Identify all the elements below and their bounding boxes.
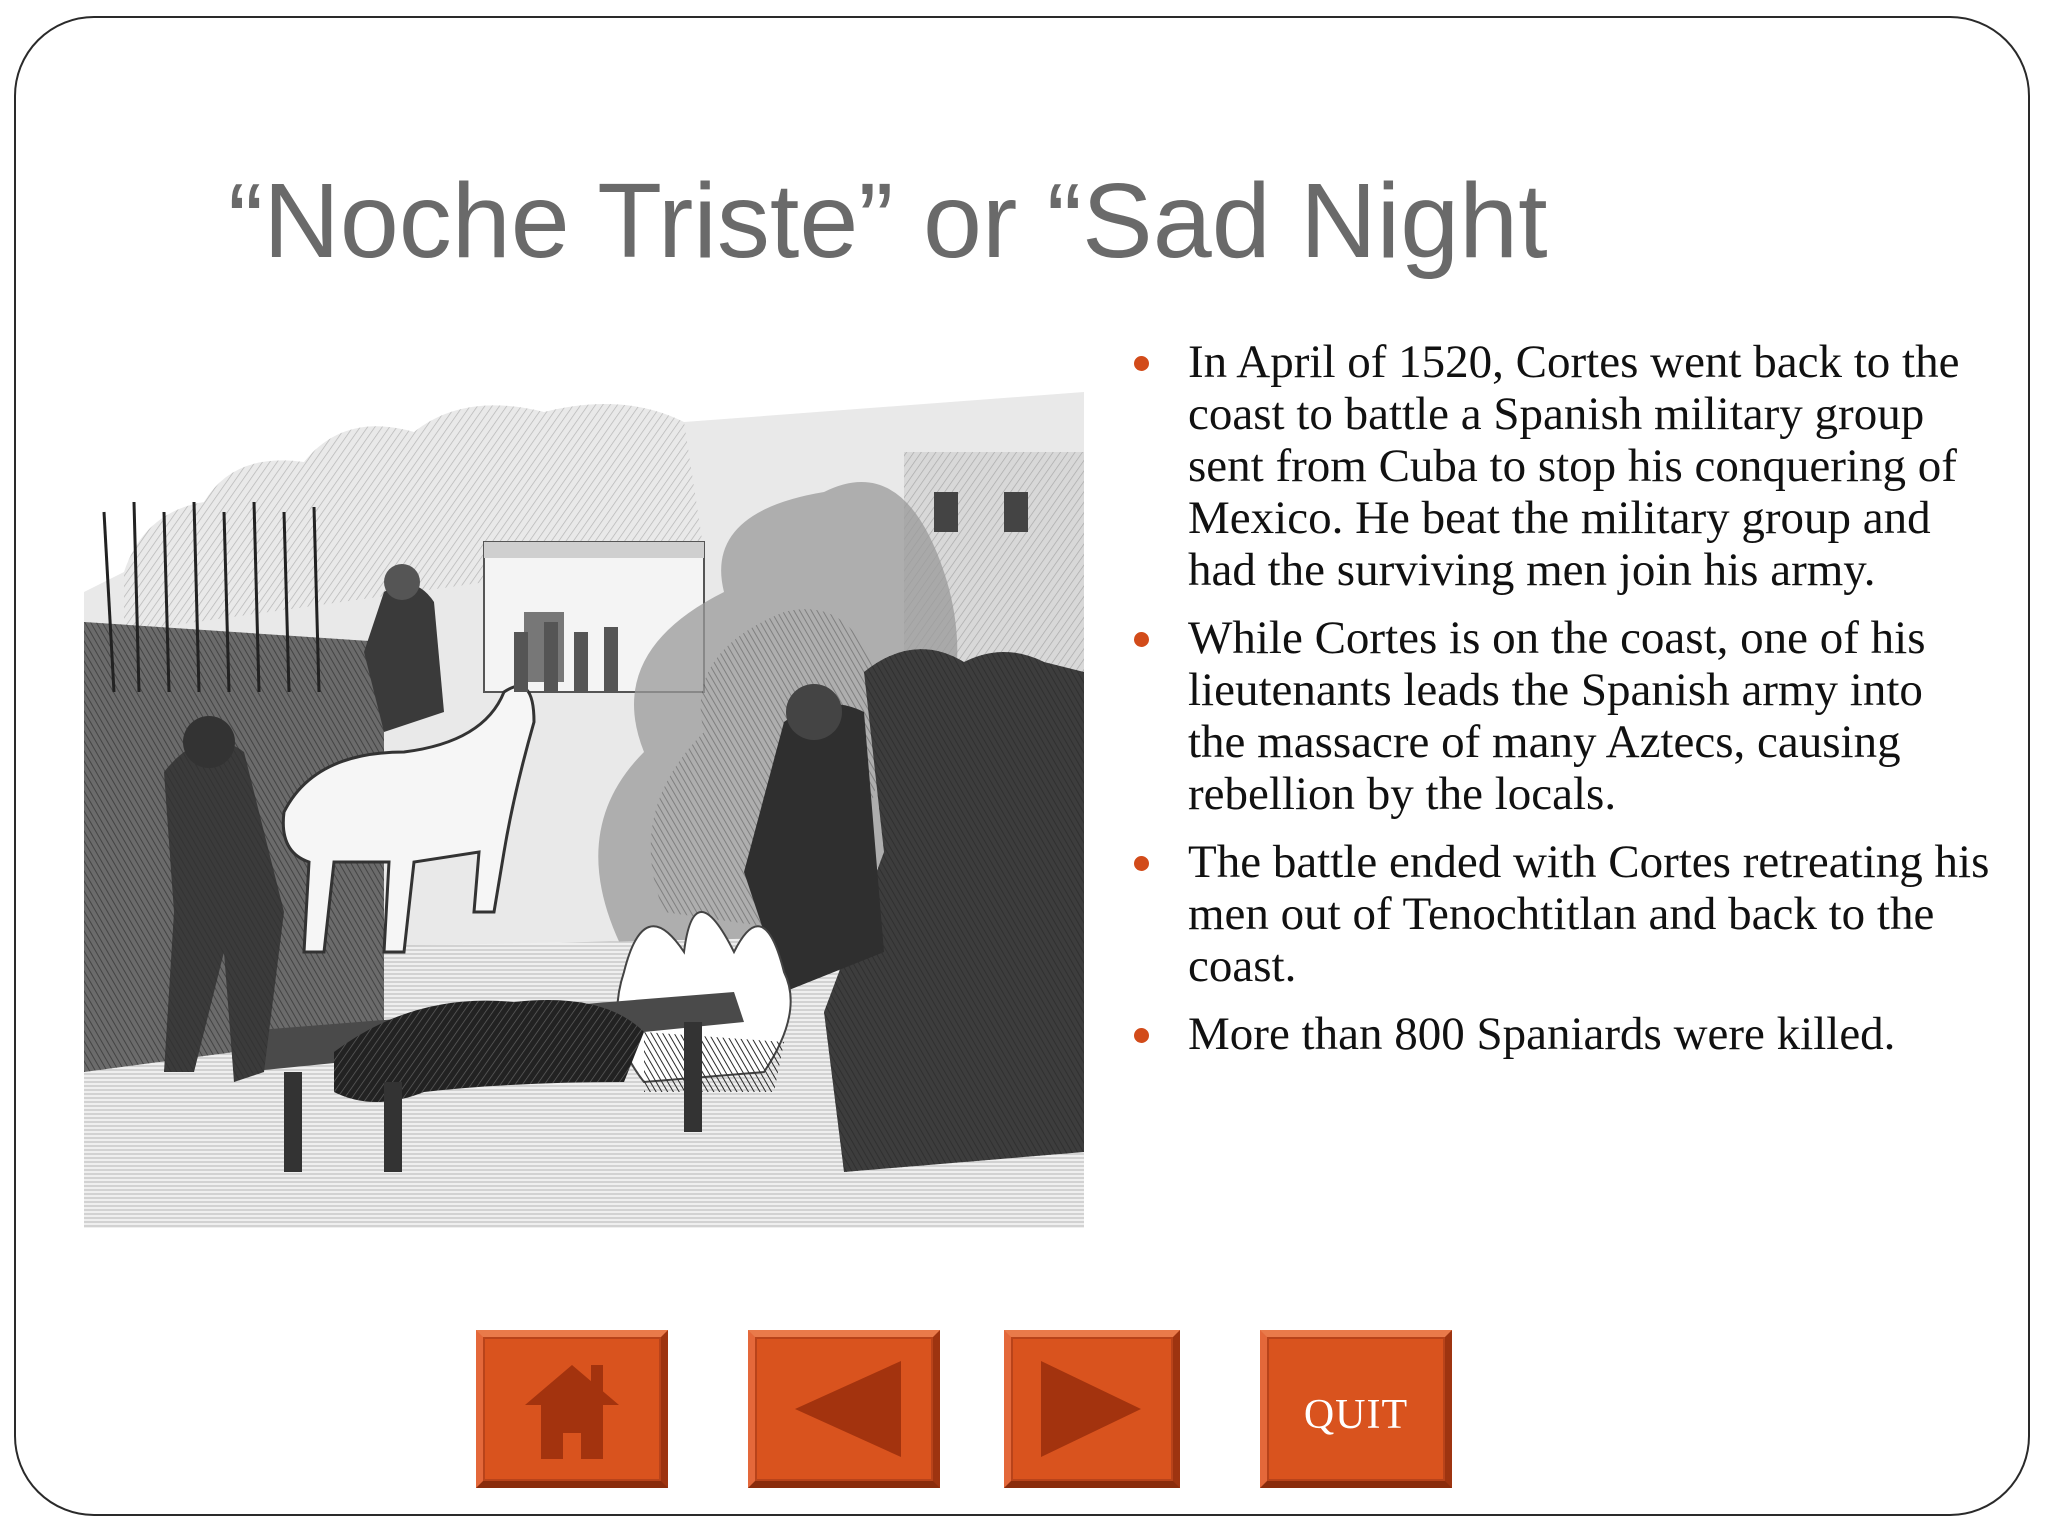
arrow-right-icon: [1011, 1337, 1173, 1481]
home-button[interactable]: [476, 1330, 668, 1488]
bullet-text: More than 800 Spaniards were killed.: [1188, 1008, 1896, 1060]
bullet-dot-icon: [1134, 632, 1149, 647]
house-icon: [483, 1337, 661, 1481]
bullet-text: The battle ended with Cortes retreating his men out of Tenochtitlan and back to the coast.: [1188, 836, 1990, 992]
arrow-left-icon: [755, 1337, 933, 1481]
bullet-item: [1130, 1008, 1990, 1060]
bullet-dot-icon: [1134, 1028, 1149, 1043]
previous-slide-button[interactable]: [748, 1330, 940, 1488]
bullet-item: [1130, 836, 1990, 992]
engraving-illustration: [84, 392, 1084, 1228]
bullet-dot-icon: [1134, 356, 1149, 371]
quit-button[interactable]: [1260, 1330, 1452, 1488]
quit-label: QUIT: [1303, 1392, 1409, 1438]
bullet-text: In April of 1520, Cortes went back to the coast to battle a Spanish military group sent from Cuba to stop his conquering of Mexico. He beat the military group and had the surviving men join his army.: [1188, 336, 1960, 596]
bullet-dot-icon: [1134, 856, 1149, 871]
bullet-item: [1130, 336, 1990, 596]
bullet-text: While Cortes is on the coast, one of his lieutenants leads the Spanish army into the massacre of many Aztecs, causing rebellion by the locals.: [1188, 612, 1926, 820]
bullet-list: [1130, 336, 1990, 1076]
slide-title: “Noche Triste” or “Sad Night: [228, 162, 1548, 280]
bullet-item: [1130, 612, 1990, 820]
next-slide-button[interactable]: [1004, 1330, 1180, 1488]
